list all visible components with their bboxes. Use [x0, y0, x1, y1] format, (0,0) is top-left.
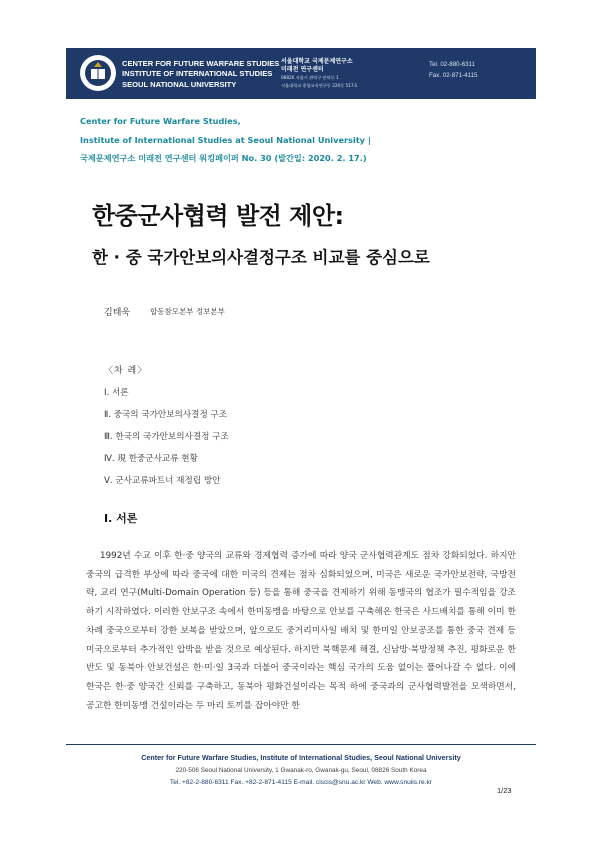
toc-item: Ⅱ. 중국의 국가안보의사결정 구조: [104, 410, 228, 420]
footer-institution: Center for Future Warfare Studies, Institute of International Studies, Seoul National University: [141, 753, 461, 762]
header-contact: Tel. 02-880-6311 Fax. 02-871-4115: [429, 61, 478, 79]
header-korean-name: 서울대학교 국제문제연구소 미래전 연구센터 08826 서울시 관악구 관악로 1 서울대학교 종합교육연구동 220동 517호: [281, 58, 358, 88]
author-name: 김태욱: [104, 308, 131, 318]
header-english-name: CENTER FOR FUTURE WARFARE STUDIES INSTITUTE OF INTERNATIONAL STUDIES SEOUL NATIONAL UNIVERSITY: [122, 59, 280, 89]
toc-title: 〈차 례〉: [104, 366, 148, 376]
footer-divider: [66, 744, 536, 745]
footer-address: 220-506 Seoul National University, 1 Gwanak-ro, Gwanak-gu, Seoul, 08826 South Korea: [175, 767, 427, 774]
institution-info: Center for Future Warfare Studies, Institute of International Studies at Seoul National University | 국제문제연구소 미래전 연구센터 워킹페이퍼 No. 30 (발간일: 2020. 2. 17.): [80, 116, 371, 163]
paper-subtitle: 한 · 중 국가안보의사결정구조 비교를 중심으로: [92, 248, 430, 267]
toc-item: Ⅲ. 한국의 국가안보의사결정 구조: [104, 432, 229, 442]
table-of-contents: [104, 360, 229, 492]
toc-item: Ⅰ. 서론: [104, 388, 129, 398]
page-number: 1/23: [497, 786, 512, 795]
author-affiliation: 합동참모본부 정보본부: [150, 307, 225, 316]
section-heading: Ⅰ. 서론: [104, 512, 138, 525]
body-paragraph: 1992년 수교 이후 한·중 양국의 교류와 경제협력 증가에 따라 양국 군사협력관계도 점차 강화되었다. 하지만 중국의 급격한 부상에 따라 중국에 대한 미국의 견제는 점차 심화되었으며, 미국은 새로운 국가안보전략, 국방전략, 교리 연구(Multi-Domain Operation 등) 등을 통해 중국을 견제하기 위해 동맹국의 협조가 필수적임을 강조하기 시작하였다. 이러한 안보구조 속에서 한미동맹을 바탕으로 안보를 구축해온 한국은 사드배치를 통해 이미 한차례 중국으로부터 강한 보복을 받았으며, 앞으로도 중거리미사일 배치 및 한미일 안보공조를 통한 중국 견제 등 미국으로부터 추가적인 압박을 받을 것으로 예상된다. 하지만 북핵문제 해결, 신남방·북방정책 추진, 평화로운 한반도 및 동북아 안보건설은 한·미·일 3국과 더불어 중국이라는 핵심 국가의 도움 없이는 풀어나갈 수 없다. 이에 한국은 한·중 양국간 신뢰를 구축하고, 동북아 평화건설이라는 목적 하에 중국과의 군사협력발전을 모색하면서, 공고한 한미동맹 건설이라는 두 마리 토끼를 잡아야만 한: [86, 551, 516, 711]
paper-title: 한중군사협력 발전 제안:: [92, 202, 344, 230]
snu-logo: [80, 55, 116, 91]
body-text: [86, 547, 516, 715]
toc-item: Ⅳ. 現 한중군사교류 현황: [104, 454, 198, 464]
header-banner: [66, 48, 536, 99]
footer-contact: Tel. +82-2-880-6311 Fax. +82-2-871-4115 E-mail. ciscis@snu.ac.kr Web. www.snuiis.re.kr: [169, 779, 433, 786]
toc-item: Ⅴ. 군사교류파트너 재정립 방안: [104, 476, 221, 486]
footer: [66, 750, 536, 789]
